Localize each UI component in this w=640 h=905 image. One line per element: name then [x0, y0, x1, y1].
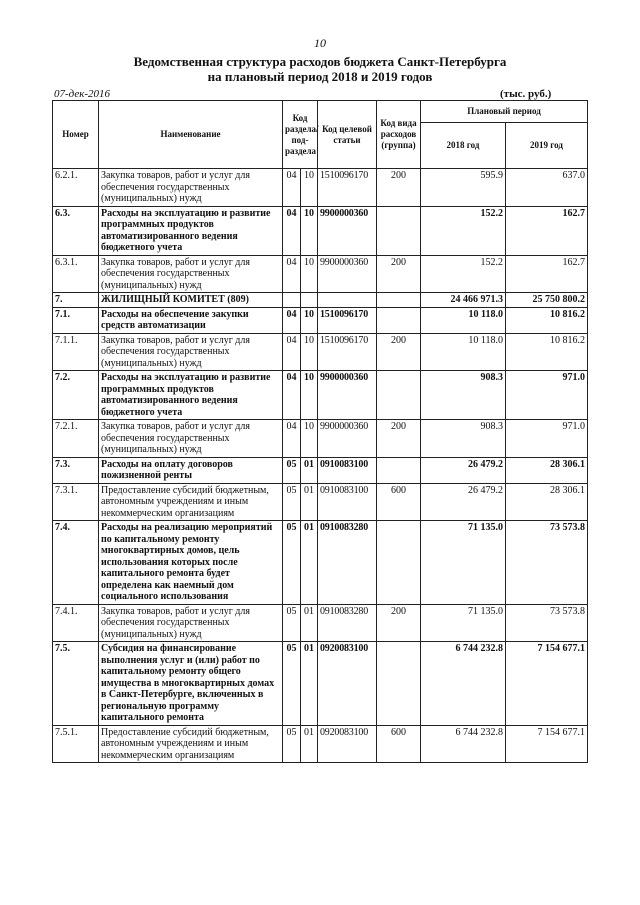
row-number: 7.5.1.: [53, 725, 99, 763]
header-number: Номер: [53, 101, 99, 169]
row-subsection-code: 10: [301, 255, 318, 293]
row-amount-2019: 73 573.8: [506, 521, 588, 605]
row-section-code: 04: [283, 255, 301, 293]
row-section-code: 05: [283, 604, 301, 642]
header-year-2019: 2019 год: [506, 123, 588, 169]
row-amount-2019: 7 154 677.1: [506, 725, 588, 763]
table-row: [53, 293, 588, 308]
row-section-code: 04: [283, 169, 301, 207]
row-expense-type: 600: [377, 725, 421, 763]
row-name: Расходы на обеспечение закупки средств автоматизации: [99, 307, 283, 333]
row-expense-type: 200: [377, 169, 421, 207]
row-number: 7.4.1.: [53, 604, 99, 642]
row-amount-2018: 6 744 232.8: [421, 725, 506, 763]
row-section-code: 04: [283, 333, 301, 371]
row-section-code: 04: [283, 206, 301, 255]
row-section-code: 05: [283, 725, 301, 763]
table-row: [53, 457, 588, 483]
row-section-code: 05: [283, 483, 301, 521]
row-target-code: 0910083280: [318, 521, 377, 605]
title-line-1: Ведомственная структура расходов бюджета Санкт-Петербурга: [133, 54, 507, 69]
row-subsection-code: [301, 293, 318, 308]
row-amount-2019: 10 816.2: [506, 333, 588, 371]
row-subsection-code: 01: [301, 604, 318, 642]
row-subsection-code: 01: [301, 642, 318, 726]
row-subsection-code: 10: [301, 420, 318, 458]
row-name: Закупка товаров, работ и услуг для обеспечения государственных (муниципальных) нужд: [99, 169, 283, 207]
row-expense-type: [377, 642, 421, 726]
document-date: 07-дек-2016: [54, 88, 111, 100]
row-amount-2018: 6 744 232.8: [421, 642, 506, 726]
row-subsection-code: 01: [301, 521, 318, 605]
row-amount-2019: 10 816.2: [506, 307, 588, 333]
row-amount-2018: 71 135.0: [421, 521, 506, 605]
row-number: 7.1.1.: [53, 333, 99, 371]
row-expense-type: [377, 371, 421, 420]
row-section-code: 04: [283, 371, 301, 420]
row-section-code: 05: [283, 457, 301, 483]
row-name: Субсидия на финансирование выполнения услуг и (или) работ по капитальному ремонту общего имущества в многоквартирных домах в Санкт-Петербурге, включенных в региональную программу капитального ремонта: [99, 642, 283, 726]
row-name: Закупка товаров, работ и услуг для обеспечения государственных (муниципальных) нужд: [99, 333, 283, 371]
row-amount-2018: 24 466 971.3: [421, 293, 506, 308]
table-body: [53, 169, 588, 763]
table-row: [53, 333, 588, 371]
row-expense-type: [377, 457, 421, 483]
row-number: 7.2.: [53, 371, 99, 420]
header-expense-type-code: Код вида расходов (группа): [377, 101, 421, 169]
header-year-2018: 2018 год: [421, 123, 506, 169]
row-name: Расходы на эксплуатацию и развитие программных продуктов автоматизированного ведения бюджетного учета: [99, 371, 283, 420]
row-amount-2019: 28 306.1: [506, 483, 588, 521]
row-target-code: 0910083100: [318, 457, 377, 483]
row-number: 7.4.: [53, 521, 99, 605]
table-row: [53, 604, 588, 642]
row-expense-type: [377, 521, 421, 605]
row-amount-2019: 28 306.1: [506, 457, 588, 483]
row-amount-2018: 26 479.2: [421, 457, 506, 483]
row-number: 7.3.1.: [53, 483, 99, 521]
row-target-code: 9900000360: [318, 371, 377, 420]
row-subsection-code: 10: [301, 206, 318, 255]
row-section-code: [283, 293, 301, 308]
page-number: 10: [314, 36, 326, 50]
row-name: Предоставление субсидий бюджетным, автономным учреждениям и иным некоммерческим организациям: [99, 725, 283, 763]
row-subsection-code: 01: [301, 483, 318, 521]
header-section-code: Код раздела/ под-раздела: [283, 101, 318, 169]
header-name: Наименование: [99, 101, 283, 169]
row-target-code: 1510096170: [318, 307, 377, 333]
row-amount-2018: 152.2: [421, 206, 506, 255]
row-target-code: 0920083100: [318, 725, 377, 763]
row-name: Предоставление субсидий бюджетным, автономным учреждениям и иным некоммерческим организациям: [99, 483, 283, 521]
row-subsection-code: 10: [301, 333, 318, 371]
table-row: [53, 642, 588, 726]
row-target-code: 9900000360: [318, 206, 377, 255]
header-planned-period: Плановый период: [421, 101, 588, 123]
title-line-2: на плановый период 2018 и 2019 годов: [207, 69, 433, 84]
row-name: Расходы на оплату договоров пожизненной ренты: [99, 457, 283, 483]
row-amount-2018: 71 135.0: [421, 604, 506, 642]
row-expense-type: 200: [377, 604, 421, 642]
row-amount-2018: 908.3: [421, 371, 506, 420]
row-amount-2019: 971.0: [506, 420, 588, 458]
row-amount-2018: 152.2: [421, 255, 506, 293]
table-row: [53, 420, 588, 458]
row-target-code: 9900000360: [318, 420, 377, 458]
row-target-code: [318, 293, 377, 308]
row-number: 7.: [53, 293, 99, 308]
row-amount-2018: 595.9: [421, 169, 506, 207]
row-number: 6.2.1.: [53, 169, 99, 207]
row-name: Закупка товаров, работ и услуг для обеспечения государственных (муниципальных) нужд: [99, 604, 283, 642]
row-amount-2019: 73 573.8: [506, 604, 588, 642]
row-amount-2018: 10 118.0: [421, 333, 506, 371]
row-amount-2019: 25 750 800.2: [506, 293, 588, 308]
table-row: [53, 371, 588, 420]
row-amount-2019: 162.7: [506, 206, 588, 255]
row-subsection-code: 01: [301, 725, 318, 763]
row-number: 7.3.: [53, 457, 99, 483]
row-target-code: 1510096170: [318, 169, 377, 207]
row-amount-2018: 26 479.2: [421, 483, 506, 521]
row-amount-2019: 971.0: [506, 371, 588, 420]
table-row: [53, 307, 588, 333]
row-section-code: 05: [283, 642, 301, 726]
budget-table: [52, 100, 588, 763]
header-row-1: [53, 101, 588, 123]
header-target-code: Код целевой статьи: [318, 101, 377, 169]
row-section-code: 04: [283, 420, 301, 458]
row-name: Закупка товаров, работ и услуг для обеспечения государственных (муниципальных) нужд: [99, 255, 283, 293]
units-label: (тыс. руб.): [500, 88, 552, 100]
table-row: [53, 255, 588, 293]
row-name: Расходы на реализацию мероприятий по капитальному ремонту многоквартирных домов, цель использования которых после капитального ремонта будет определена как наемный дом социального использования: [99, 521, 283, 605]
row-name: Закупка товаров, работ и услуг для обеспечения государственных (муниципальных) нужд: [99, 420, 283, 458]
row-number: 6.3.1.: [53, 255, 99, 293]
row-subsection-code: 10: [301, 169, 318, 207]
row-name: ЖИЛИЩНЫЙ КОМИТЕТ (809): [99, 293, 283, 308]
row-number: 7.2.1.: [53, 420, 99, 458]
table-row: [53, 725, 588, 763]
row-subsection-code: 10: [301, 371, 318, 420]
row-expense-type: [377, 293, 421, 308]
row-expense-type: [377, 206, 421, 255]
row-target-code: 0910083280: [318, 604, 377, 642]
table-row: [53, 521, 588, 605]
row-number: 7.5.: [53, 642, 99, 726]
row-expense-type: 200: [377, 333, 421, 371]
row-section-code: 05: [283, 521, 301, 605]
row-amount-2019: 7 154 677.1: [506, 642, 588, 726]
row-target-code: 0910083100: [318, 483, 377, 521]
row-amount-2019: 637.0: [506, 169, 588, 207]
row-amount-2018: 10 118.0: [421, 307, 506, 333]
row-number: 6.3.: [53, 206, 99, 255]
row-amount-2018: 908.3: [421, 420, 506, 458]
row-name: Расходы на эксплуатацию и развитие программных продуктов автоматизированного ведения бюджетного учета: [99, 206, 283, 255]
row-expense-type: [377, 307, 421, 333]
row-target-code: 1510096170: [318, 333, 377, 371]
row-subsection-code: 01: [301, 457, 318, 483]
row-expense-type: 600: [377, 483, 421, 521]
table-row: [53, 483, 588, 521]
row-expense-type: 200: [377, 420, 421, 458]
row-target-code: 0920083100: [318, 642, 377, 726]
table-row: [53, 206, 588, 255]
document-title: [0, 54, 640, 84]
row-expense-type: 200: [377, 255, 421, 293]
row-target-code: 9900000360: [318, 255, 377, 293]
row-section-code: 04: [283, 307, 301, 333]
row-number: 7.1.: [53, 307, 99, 333]
row-amount-2019: 162.7: [506, 255, 588, 293]
table-row: [53, 169, 588, 207]
row-subsection-code: 10: [301, 307, 318, 333]
